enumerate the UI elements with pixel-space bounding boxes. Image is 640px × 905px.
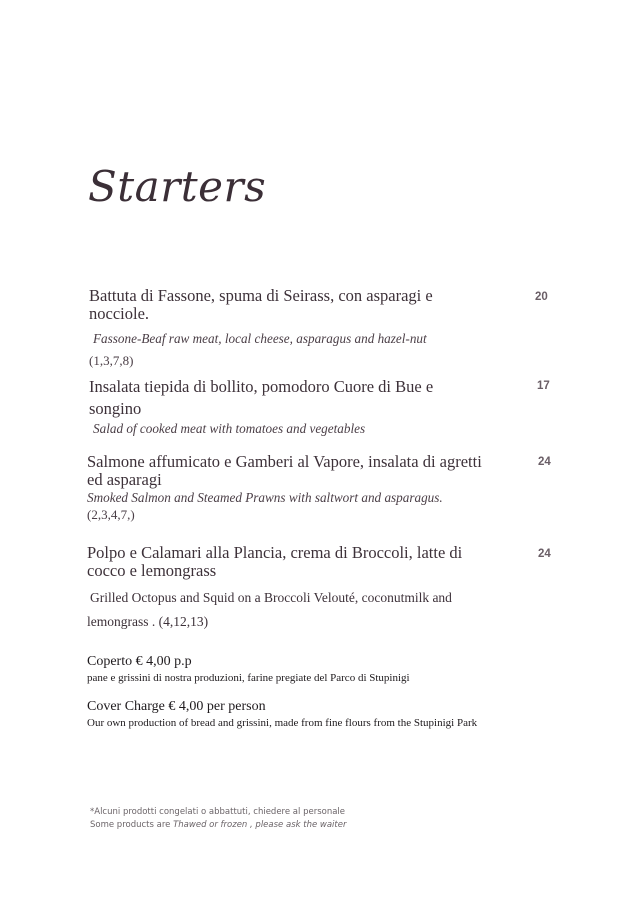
dish-name: Insalata tiepida di bollito, pomodoro Cuore di Bue e songino — [89, 377, 434, 418]
footnote-line-it: *Alcuni prodotti congelati o abbattuti, chiedere al personale — [90, 807, 346, 817]
dish-description: Salad of cooked meat with tomatoes and vegetables — [93, 421, 366, 436]
dish-description: Smoked Salmon and Steamed Prawns with saltwort and asparagus. — [87, 490, 443, 505]
cover-charge-en — [87, 699, 567, 729]
cover-charge-it — [87, 654, 567, 684]
dish-item — [87, 453, 497, 523]
dish-name: Battuta di Fassone, spuma di Seirass, con asparagi e nocciole. — [89, 286, 433, 323]
dish-name: Polpo e Calamari alla Plancia, crema di Broccoli, latte di cocco e lemongrass — [87, 543, 463, 580]
footnote-line-en — [90, 819, 346, 832]
dish-description: Fassone-Beaf raw meat, local cheese, asparagus and hazel-nut — [93, 331, 427, 346]
dish-item — [89, 287, 489, 369]
cover-charge-text: pane e grissini di nostra produzioni, farine pregiate del Parco di Stupinigi — [87, 672, 410, 684]
footnote — [90, 806, 346, 832]
footnote-emphasis: Thawed or frozen , please ask the waiter — [173, 820, 347, 830]
cover-charge-title: Coperto € 4,00 p.p — [87, 654, 192, 669]
dish-description: lemongrass . (4,12,13) — [87, 614, 209, 629]
dish-item — [87, 544, 507, 630]
dish-allergens: (2,3,4,7,) — [87, 507, 135, 522]
dish-price: 20 — [535, 291, 548, 303]
dish-description: Grilled Octopus and Squid on a Broccoli Velouté, coconutmilk and — [90, 590, 452, 605]
dish-item — [89, 376, 489, 437]
dish-price: 24 — [538, 456, 551, 468]
section-title: Starters — [88, 162, 267, 211]
dish-allergens: (1,3,7,8) — [89, 353, 134, 368]
dish-price: 17 — [537, 380, 550, 392]
dish-name: Salmone affumicato e Gamberi al Vapore, insalata di agretti ed asparagi — [87, 452, 482, 489]
cover-charge-text: Our own production of bread and grissini, made from fine flours from the Stupinigi Park — [87, 717, 478, 729]
dish-price: 24 — [538, 548, 551, 560]
cover-charge-title: Cover Charge € 4,00 per person — [87, 699, 266, 714]
footnote-prefix: Some products are — [90, 820, 174, 830]
